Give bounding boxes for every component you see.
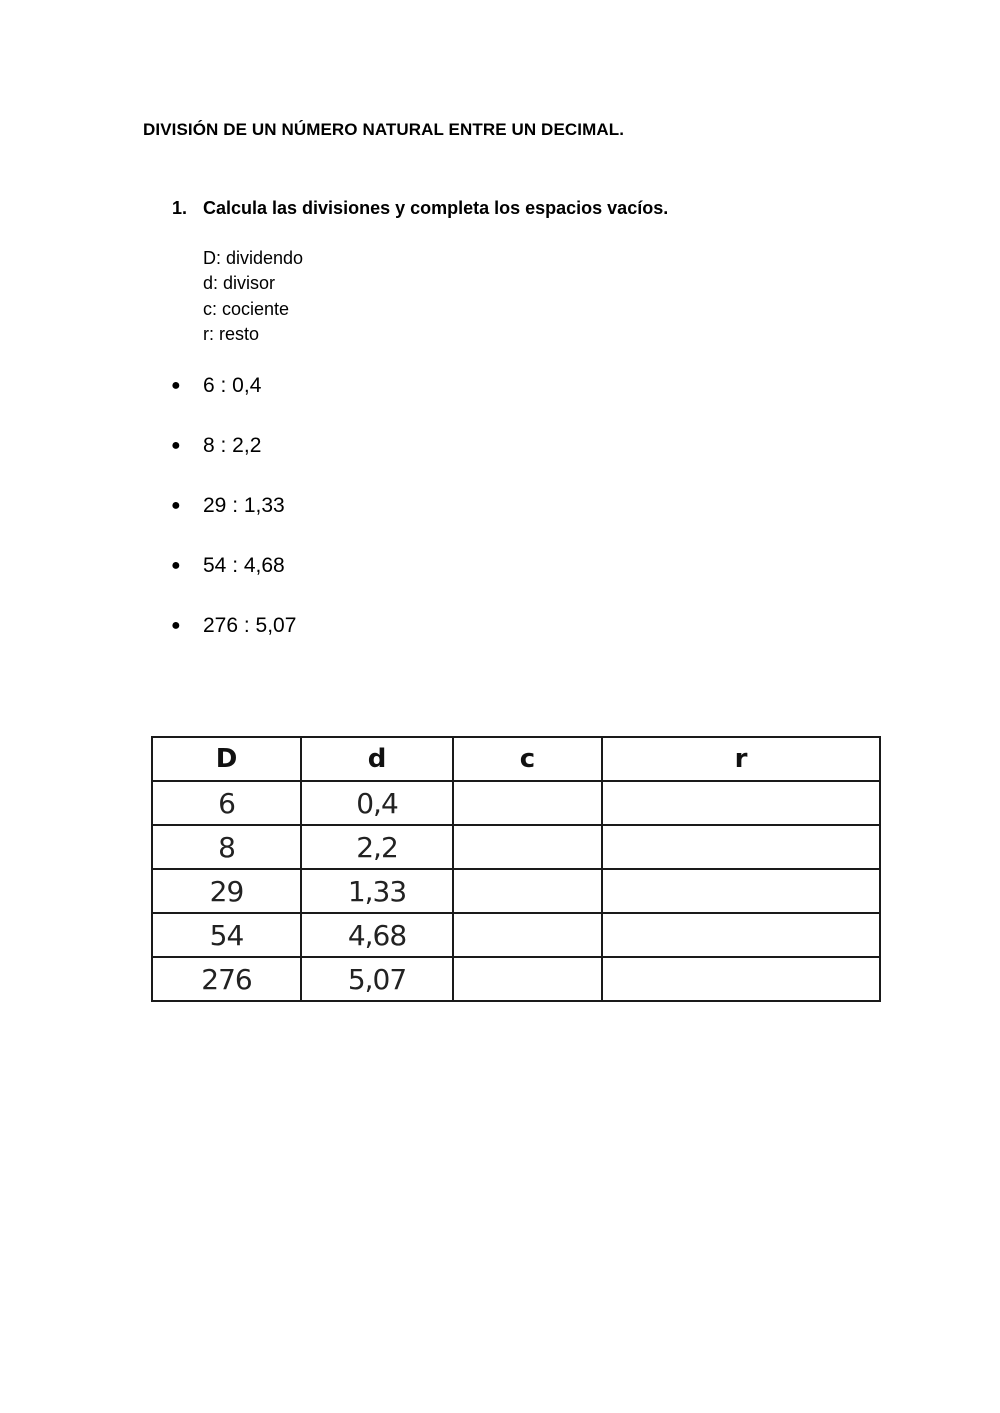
- division-table: [151, 736, 881, 1002]
- legend-item-resto: r: resto: [203, 323, 260, 344]
- cell-dividendo: 6: [152, 781, 301, 825]
- cell-resto-blank[interactable]: [602, 825, 880, 869]
- operation-text: 6 : 0,4: [203, 374, 262, 397]
- header-resto: r: [602, 737, 880, 781]
- table-row: [152, 957, 880, 1001]
- bullet-icon: ●: [171, 377, 181, 394]
- cell-dividendo: 54: [152, 913, 301, 957]
- operation-text: 276 : 5,07: [203, 614, 297, 637]
- cell-divisor: 0,4: [301, 781, 453, 825]
- cell-divisor: 5,07: [301, 957, 453, 1001]
- bullet-icon: ●: [171, 437, 181, 454]
- cell-divisor: 2,2: [301, 825, 453, 869]
- cell-cociente-blank[interactable]: [453, 913, 602, 957]
- header-divisor: d: [301, 737, 453, 781]
- cell-divisor: 1,33: [301, 869, 453, 913]
- bullet-icon: ●: [171, 557, 181, 574]
- cell-dividendo: 29: [152, 869, 301, 913]
- legend-item-cociente: c: cociente: [203, 298, 290, 319]
- cell-divisor: 4,68: [301, 913, 453, 957]
- bullet-icon: ●: [171, 617, 181, 634]
- cell-resto-blank[interactable]: [602, 913, 880, 957]
- cell-resto-blank[interactable]: [602, 869, 880, 913]
- cell-cociente-blank[interactable]: [453, 825, 602, 869]
- operation-item: [171, 552, 296, 612]
- cell-resto-blank[interactable]: [602, 957, 880, 1001]
- operation-item: [171, 432, 296, 492]
- cell-cociente-blank[interactable]: [453, 869, 602, 913]
- worksheet-title: DIVISIÓN DE UN NÚMERO NATURAL ENTRE UN DECIMAL.: [143, 120, 625, 139]
- operation-item: [171, 612, 296, 672]
- operation-text: 8 : 2,2: [203, 434, 262, 457]
- table-row: [152, 825, 880, 869]
- table-row: [152, 781, 880, 825]
- operation-item: [171, 372, 296, 432]
- bullet-icon: ●: [171, 497, 181, 514]
- cell-cociente-blank[interactable]: [453, 957, 602, 1001]
- table-row: [152, 869, 880, 913]
- cell-dividendo: 276: [152, 957, 301, 1001]
- cell-dividendo: 8: [152, 825, 301, 869]
- header-dividendo: D: [152, 737, 301, 781]
- abbreviation-legend: [203, 246, 303, 347]
- table-row: [152, 913, 880, 957]
- legend-item-divisor: d: divisor: [203, 273, 276, 294]
- operations-list: [171, 372, 296, 672]
- exercise-instruction: [172, 198, 668, 219]
- exercise-number: 1.: [172, 198, 188, 218]
- table-header-row: [152, 737, 880, 781]
- exercise-instruction-text: Calcula las divisiones y completa los espacios vacíos.: [203, 198, 669, 218]
- operation-text: 29 : 1,33: [203, 494, 285, 517]
- legend-item-dividendo: D: dividendo: [203, 248, 304, 268]
- operation-text: 54 : 4,68: [203, 554, 285, 577]
- header-cociente: c: [453, 737, 602, 781]
- operation-item: [171, 492, 296, 552]
- cell-resto-blank[interactable]: [602, 781, 880, 825]
- cell-cociente-blank[interactable]: [453, 781, 602, 825]
